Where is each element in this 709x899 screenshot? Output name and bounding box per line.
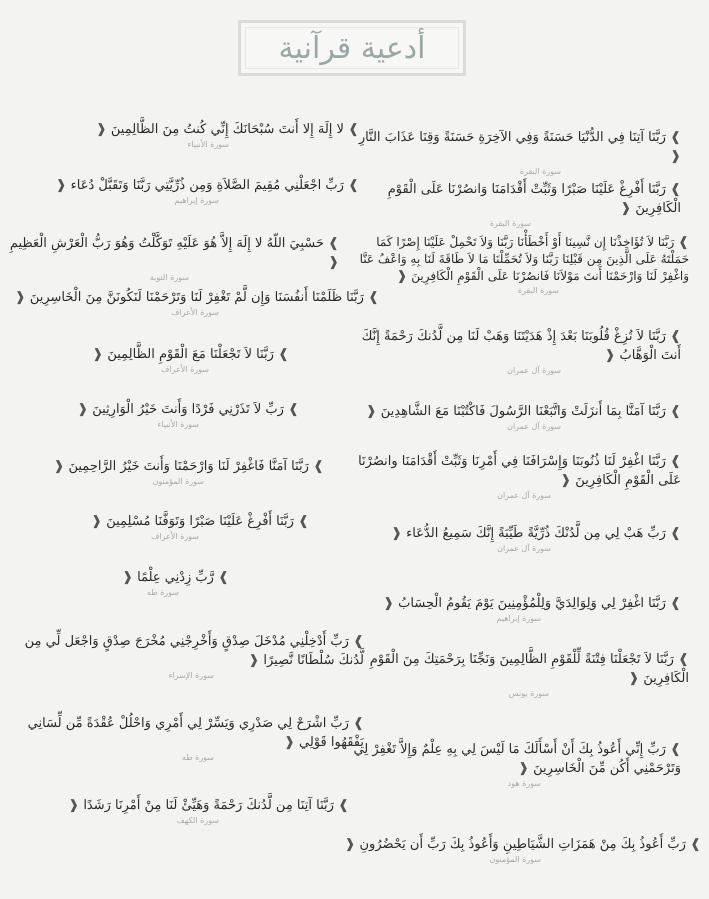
dua-entry [351, 327, 681, 375]
dua-source: سورة طه [181, 753, 214, 762]
dua-text: رَبَّنَا لاَ تَجْعَلْنَا مَعَ الْقَوْمِ الظَّالِمِينَ [107, 347, 274, 362]
dua-source: سورة الأعراف [171, 308, 219, 317]
ornament-open-icon: ❰ [91, 514, 103, 529]
dua-text: رَبَّنَا اغْفِرْ لِي وَلِوَالِدَيَّ وَلِلْمُؤْمِنِينَ يَوْمَ يَقُومُ الْحِسَابُ [398, 596, 666, 611]
dua-source: سورة آل عمران [507, 366, 561, 375]
dua-entry [351, 452, 681, 500]
dua-source: سورة إبراهيم [496, 614, 541, 623]
dua-source: سورة طه [146, 588, 179, 597]
dua-entry [351, 740, 681, 788]
ornament-close-icon: ❱ [328, 236, 339, 251]
ornament-open-icon: ❰ [604, 348, 616, 363]
dua-text: رَّبِّ زِدْنِي عِلْمًا [137, 570, 214, 585]
ornament-open-icon: ❰ [391, 526, 402, 541]
ornament-close-icon: ❱ [368, 290, 379, 305]
ornament-open-icon: ❰ [68, 798, 80, 813]
ornament-close-icon: ❱ [670, 329, 681, 344]
ornament-close-icon: ❱ [670, 182, 681, 197]
page-title: أدعية قرآنية [278, 30, 426, 66]
dua-source: سورة يونس [508, 689, 549, 698]
dua-text: رَبِّ إِنِّي أَعُوذُ بِكَ أَنْ أَسْأَلَكَ مَا لَيْسَ لِي بِهِ عِلْمٌ وَإِلاَّ تَغْفِرْ لِي وَتَرْحَمْنِي أَكُن مِّنَ الْخَاسِرِينَ [353, 742, 681, 776]
dua-entry [351, 524, 681, 553]
dua-text: رَبِّ اجْعَلْنِي مُقِيمَ الصَّلاَةِ وَمِن ذُرِّيَّتِي رَبَّنَا وَتَقَبَّلْ دُعَاء [70, 178, 344, 193]
dua-source: سورة آل عمران [497, 544, 551, 553]
ornament-close-icon: ❱ [298, 514, 309, 529]
ornament-open-icon: ❰ [92, 347, 104, 362]
dua-text: رَبَّنَا اغْفِرْ لَنَا ذُنُوبَنَا وَإِسْرَافَنَا فِي أَمْرِنَا وَثَبِّتْ أَقْدَامَنَا وانصُرْنَا عَلَى الْقَوْمِ الْكَافِرِينَ [358, 454, 681, 488]
ornament-open-icon: ❰ [284, 735, 295, 750]
ornament-open-icon: ❰ [77, 402, 89, 417]
ornament-close-icon: ❱ [218, 570, 229, 585]
dua-entry [351, 234, 689, 295]
dua-entry [321, 835, 701, 864]
dua-text: رَبِّ هَبْ لِي مِن لَّدُنْكَ ذُرِّيَّةً طَيِّبَةً إِنَّكَ سَمِيعُ الدُّعَاء [406, 526, 666, 541]
ornament-open-icon: ❰ [396, 269, 408, 284]
ornament-open-icon: ❰ [122, 570, 133, 585]
ornament-open-icon: ❰ [344, 837, 356, 852]
dua-entry [351, 402, 681, 431]
ornament-open-icon: ❰ [328, 255, 339, 270]
dua-source: سورة الأنبياء [157, 420, 199, 429]
dua-source: سورة البقرة [519, 167, 561, 176]
dua-entry [29, 345, 289, 374]
dua-entry [5, 234, 339, 282]
dua-text: رَبَّنَا لاَ تُزِغْ قُلُوبَنَا بَعْدَ إِذْ هَدَيْتَنَا وَهَبْ لَنَا مِن لَّدُنكَ رَحْمَةً إِنَّكَ أَنتَ الْوَهَّابُ [361, 329, 681, 363]
ornament-close-icon: ❱ [678, 235, 689, 250]
dua-entry [351, 650, 689, 698]
dua-entry [351, 180, 681, 228]
dua-entry [39, 120, 359, 149]
dua-source: سورة البقرة [517, 286, 559, 295]
ornament-open-icon: ❰ [248, 653, 260, 668]
dua-source: سورة التوبة [149, 273, 189, 282]
ornament-close-icon: ❱ [670, 526, 681, 541]
ornament-close-icon: ❱ [678, 652, 689, 667]
dua-text: رَبَّنَا لاَ تُؤَاخِذْنَا إِن نَّسِينَا أَوْ أَخْطَأْنَا رَبَّنَا وَلاَ تَحْمِلْ عَلَيْنَا إِصْرًا كَمَا حَمَلْتَهُ عَلَى الَّذِينَ مِن قَبْلِنَا رَبَّنَا وَلاَ تُحَمِّلْنَا مَا لاَ طَاقَةَ لَنَا بِهِ وَاعْفُ عَنَّا وَاغْفِرْ لَنَا وَارْحَمْنَا أَنتَ مَوْلاَنَا فَانصُرْنَا عَلَى الْقَوْمِ الْكَافِرِينَ [359, 235, 689, 283]
dua-source: سورة إبراهيم [174, 196, 219, 205]
dua-source: سورة البقرة [489, 219, 531, 228]
ornament-open-icon: ❰ [383, 596, 395, 611]
ornament-close-icon: ❱ [353, 634, 364, 649]
ornament-open-icon: ❰ [55, 178, 67, 193]
ornament-close-icon: ❱ [670, 742, 681, 757]
dua-source: سورة آل عمران [507, 422, 561, 431]
dua-text: رَبِّ اشْرَحْ لِي صَدْرِي وَيَسِّرْ لِي أَمْرِي وَاحْلُلْ عُقْدَةً مِّن لِّسَانِي يَفْقَهُوا قَوْلِي [27, 716, 364, 750]
ornament-close-icon: ❱ [313, 459, 324, 474]
ornament-open-icon: ❰ [14, 290, 26, 305]
dua-text: رَبَّنَا آتِنَا مِن لَّدُنكَ رَحْمَةً وَهَيِّئْ لَنَا مِنْ أَمْرِنَا رَشَدًا [83, 798, 334, 813]
dua-entry [29, 796, 349, 825]
dua-text: رَبِّ لاَ تَذَرْنِي فَرْدًا وَأَنتَ خَيْرُ الْوَارِثِينَ [92, 402, 284, 417]
dua-text: لا إِلَهَ إِلا أَنتَ سُبْحَانَكَ إِنِّي كُنتُ مِنَ الظَّالِمِينَ [110, 122, 344, 137]
dua-source: سورة الأعراف [161, 365, 209, 374]
dua-entry [4, 288, 379, 317]
ornament-close-icon: ❱ [670, 404, 681, 419]
dua-source: سورة الأنبياء [187, 140, 229, 149]
ornament-open-icon: ❰ [560, 473, 572, 488]
ornament-close-icon: ❱ [670, 596, 681, 611]
ornament-open-icon: ❰ [365, 404, 377, 419]
dua-entry [29, 512, 309, 541]
dua-text: رَبَّنَا آمَنَّا بِمَا أَنزَلَتْ وَاتَّبَعْنَا الرَّسُولَ فَاكْتُبْنَا مَعَ الشَّاهِدِينَ [380, 404, 666, 419]
ornament-close-icon: ❱ [348, 178, 359, 193]
dua-entry [19, 400, 299, 429]
dua-text: رَبَّنَا أَفْرِغْ عَلَيْنَا صَبْرًا وَثَبِّتْ أَقْدَامَنَا وَانصُرْنَا عَلَى الْقَوْمِ الْكَافِرِينَ [387, 182, 681, 216]
dua-source: سورة آل عمران [497, 491, 551, 500]
ornament-close-icon: ❱ [670, 130, 681, 145]
ornament-open-icon: ❰ [670, 149, 681, 164]
dua-entry [29, 176, 359, 205]
ornament-close-icon: ❱ [353, 716, 364, 731]
ornament-open-icon: ❰ [518, 761, 530, 776]
dua-source: سورة الأعراف [151, 532, 199, 541]
dua-text: رَبَّنَا أَفْرِغْ عَلَيْنَا صَبْرًا وَتَوَفَّنَا مُسْلِمِينَ [106, 514, 294, 529]
dua-entry [351, 128, 681, 176]
ornament-close-icon: ❱ [670, 454, 681, 469]
ornament-close-icon: ❱ [348, 122, 359, 137]
ornament-close-icon: ❱ [690, 837, 701, 852]
dua-text: رَبَّنَا ظَلَمْنَا أَنفُسَنَا وَإِن لَّمْ تَغْفِرْ لَنَا وَتَرْحَمْنَا لَنَكُونَنَّ مِنَ الْخَاسِرِينَ [29, 290, 364, 305]
dua-source: سورة هود [507, 779, 541, 788]
dua-text: رَبَّنَا آمَنَّا فَاغْفِرْ لَنَا وَارْحَمْنَا وَأَنتَ خَيْرُ الرَّاحِمِينَ [68, 459, 309, 474]
ornament-close-icon: ❱ [278, 347, 289, 362]
dua-text: حَسْبِيَ اللّهُ لا إِلَهَ إِلاَّ هُوَ عَلَيْهِ تَوَكَّلْتُ وَهُوَ رَبُّ الْعَرْشِ الْعَظِيمِ [9, 236, 324, 251]
dua-text: رَبِّ أَدْخِلْنِي مُدْخَلَ صِدْقٍ وَأَخْرِجْنِي مُخْرَجَ صِدْقٍ وَاجْعَل لِّي مِن لَّدُنكَ سُلْطَانًا نَّصِيرًا [24, 634, 364, 668]
ornament-close-icon: ❱ [338, 798, 349, 813]
ornament-open-icon: ❰ [628, 671, 640, 686]
ornament-close-icon: ❱ [288, 402, 299, 417]
dua-source: سورة المؤمنون [152, 477, 204, 486]
dua-source: سورة المؤمنون [489, 855, 541, 864]
ornament-open-icon: ❰ [620, 201, 632, 216]
dua-text: رَبِّ أَعُوذُ بِكَ مِنْ هَمَزَاتِ الشَّيَاطِينِ وَأَعُوذُ بِكَ رَبِّ أَن يَحْضُرُونِ [359, 837, 686, 852]
dua-source: سورة الإسراء [168, 671, 214, 680]
dua-entry [24, 457, 324, 486]
dua-entry [351, 594, 681, 623]
dua-entry [14, 714, 364, 762]
ornament-open-icon: ❰ [95, 122, 107, 137]
dua-text: رَبَّنَا لاَ تَجْعَلْنَا فِتْنَةً لِّلْقَوْمِ الظَّالِمِينَ وَنَجِّنَا بِرَحْمَتِكَ مِنَ الْقَوْمِ الْكَافِرِينَ [369, 652, 689, 686]
dua-entry [14, 632, 364, 680]
ornament-open-icon: ❰ [53, 459, 65, 474]
title-frame [238, 20, 466, 76]
dua-text: رَبَّنَا آتِنَا فِي الدُّنْيَا حَسَنَةً وَفِي الآخِرَةِ حَسَنَةً وَقِنَا عَذَابَ النَّارِ [358, 130, 666, 145]
dua-entry [99, 568, 229, 597]
dua-source: سورة الكهف [176, 816, 219, 825]
